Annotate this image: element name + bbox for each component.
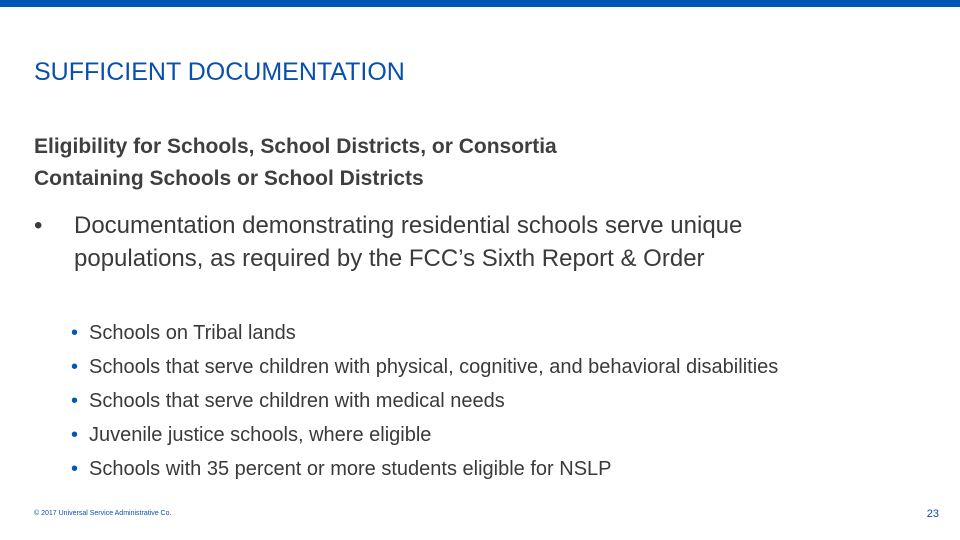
subtitle-line-2: Containing Schools or School Districts [34,167,424,190]
bullet-icon: • [71,424,79,446]
bullet-icon: • [71,390,79,412]
bullet-icon: • [71,322,79,344]
slide-title: SUFFICIENT DOCUMENTATION [34,58,405,86]
list-item [71,422,831,449]
copyright-footer: © 2017 Universal Service Administrative Co. [34,510,172,517]
list-item [71,354,831,381]
list-item-text: Schools on Tribal lands [89,322,296,344]
bullet-icon: • [71,356,79,378]
list-item-text: Juvenile justice schools, where eligible [89,424,432,446]
bullet-icon: • [34,212,43,239]
list-item-text: Schools that serve children with medical needs [89,390,505,412]
list-item [71,456,831,483]
main-bullet [34,209,814,275]
page-number: 23 [926,508,939,520]
top-accent-bar [0,0,960,7]
main-bullet-text: Documentation demonstrating residential schools serve unique populations, as required by the FCC’s Sixth Report & Order [74,212,743,272]
list-item [71,388,831,415]
list-item-text: Schools with 35 percent or more students eligible for NSLP [89,458,612,480]
sub-bullet-list [71,320,831,490]
subtitle-line-1: Eligibility for Schools, School Districts, or Consortia [34,135,557,158]
list-item-text: Schools that serve children with physical, cognitive, and behavioral disabilities [89,356,779,378]
list-item [71,320,831,347]
slide-subtitle [34,131,557,195]
bullet-icon: • [71,458,79,480]
